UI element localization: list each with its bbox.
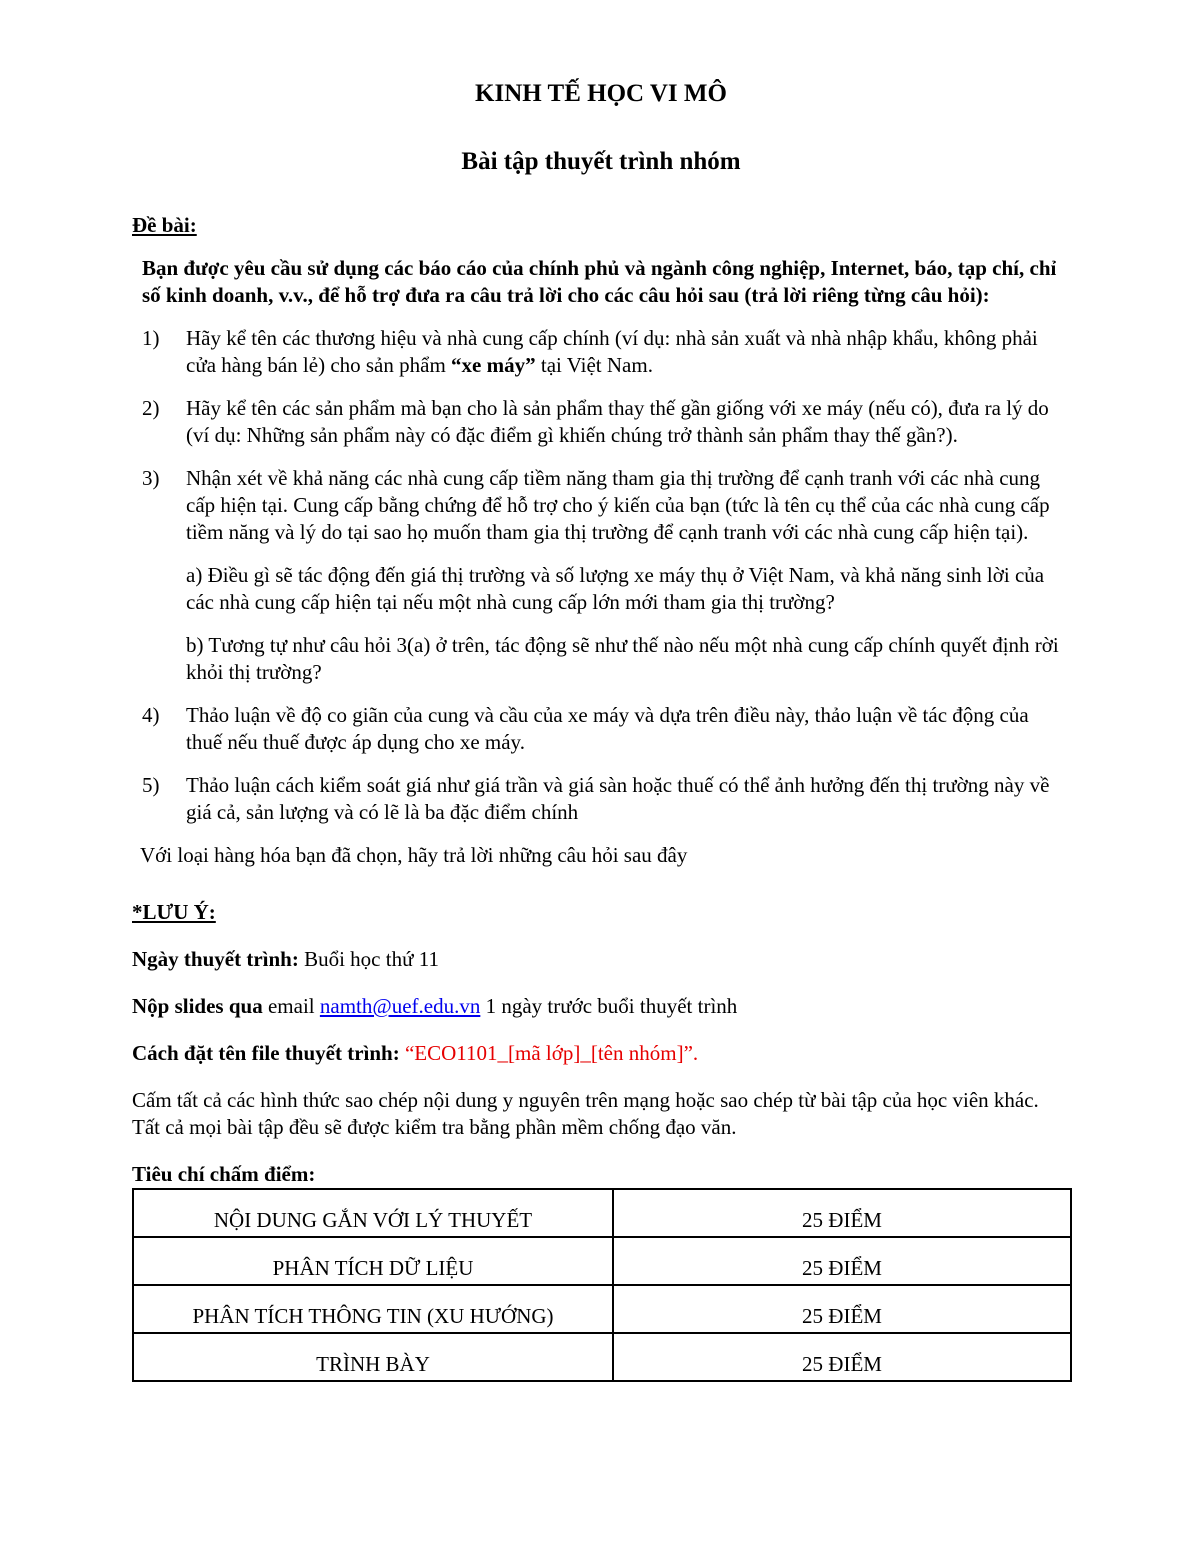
question-text: Thảo luận về độ co giãn của cung và cầu của xe máy và dựa trên điều này, thảo luận về tác động của thuế nếu thuế được áp dụng cho xe máy. — [186, 703, 1029, 754]
email-link[interactable]: namth@uef.edu.vn — [319, 994, 481, 1018]
question-number: 4) — [142, 703, 160, 727]
document-title: KINH TẾ HỌC VI MÔ — [475, 80, 727, 107]
table-row — [133, 1189, 1071, 1237]
closing-line: Với loại hàng hóa bạn đã chọn, hãy trả lời những câu hỏi sau đây — [140, 843, 688, 867]
criteria-table — [132, 1188, 1072, 1382]
document-subtitle: Bài tập thuyết trình nhóm — [461, 148, 741, 175]
plagiarism-warning: Cấm tất cả các hình thức sao chép nội dung y nguyên trên mạng hoặc sao chép từ bài tập của học viên khác. Tất cả mọi bài tập đều sẽ được kiểm tra bằng phần mềm chống đạo văn. — [132, 1088, 1039, 1139]
question-list — [132, 325, 1070, 546]
question-text: Hãy kể tên các thương hiệu và nhà cung cấp chính (ví dụ: nhà sản xuất và nhà nhập khẩu, không phải cửa hàng bán lẻ) cho sản phẩm — [186, 326, 1038, 377]
criteria-score: 25 ĐIỂM — [613, 1285, 1071, 1333]
question-number: 2) — [142, 396, 160, 420]
table-row — [133, 1285, 1071, 1333]
question-item — [142, 395, 1070, 449]
question-number: 1) — [142, 326, 160, 350]
table-row — [133, 1237, 1071, 1285]
criteria-item: NỘI DUNG GẮN VỚI LÝ THUYẾT — [133, 1189, 613, 1237]
question-number: 5) — [142, 773, 160, 797]
question-list-continued — [132, 702, 1070, 826]
question-item — [142, 772, 1070, 826]
file-naming-label: Cách đặt tên file thuyết trình: — [132, 1041, 400, 1065]
question-number: 3) — [142, 466, 160, 490]
sub-question-b: b) Tương tự như câu hỏi 3(a) ở trên, tác động sẽ như thế nào nếu một nhà cung cấp chính quyết định rời khỏi thị trường? — [186, 633, 1059, 684]
submission-pre: email — [262, 994, 320, 1018]
intro-paragraph: Bạn được yêu cầu sử dụng các báo cáo của chính phủ và ngành công nghiệp, Internet, báo, tạp chí, chỉ số kinh doanh, v.v., để hỗ trợ đưa ra câu trả lời cho các câu hỏi sau (trả lời riêng từng câu hỏi): — [142, 256, 1057, 307]
question-text-end: tại Việt Nam. — [535, 353, 653, 377]
table-row — [133, 1333, 1071, 1381]
criteria-label: Tiêu chí chấm điểm: — [132, 1162, 316, 1186]
submission-post: 1 ngày trước buổi thuyết trình — [480, 994, 738, 1018]
question-text: Nhận xét về khả năng các nhà cung cấp tiềm năng tham gia thị trường để cạnh tranh với các nhà cung cấp hiện tại. Cung cấp bằng chứng để hỗ trợ cho ý kiến của bạn (tức là tên cụ thể của các nhà cung cấp tiềm năng và lý do tại sao họ muốn tham gia thị trường để cạnh tranh với các nhà cung cấp hiện tại). — [186, 466, 1050, 544]
prompt-heading: Đề bài: — [132, 213, 197, 237]
file-naming-line — [132, 1040, 1070, 1067]
sub-question-a: a) Điều gì sẽ tác động đến giá thị trường và số lượng xe máy thụ ở Việt Nam, và khả năng sinh lời của các nhà cung cấp hiện tại nếu một nhà cung cấp lớn mới tham gia thị trường? — [186, 563, 1045, 614]
question-item — [142, 325, 1070, 379]
presentation-date-value: Buổi học thứ 11 — [298, 947, 439, 971]
criteria-score: 25 ĐIỂM — [613, 1189, 1071, 1237]
file-naming-value: “ECO1101_[mã lớp]_[tên nhóm]”. — [399, 1041, 699, 1065]
criteria-item: PHÂN TÍCH THÔNG TIN (XU HƯỚNG) — [133, 1285, 613, 1333]
question-item — [142, 702, 1070, 756]
presentation-date — [132, 946, 1070, 973]
criteria-item: PHÂN TÍCH DỮ LIỆU — [133, 1237, 613, 1285]
question-product: “xe máy” — [451, 353, 536, 377]
question-text: Hãy kể tên các sản phẩm mà bạn cho là sản phẩm thay thế gần giống với xe máy (nếu có), đưa ra lý do (ví dụ: Những sản phẩm này có đặc điểm gì khiến chúng trở thành sản phẩm thay thế gần?). — [186, 396, 1049, 447]
question-item — [142, 465, 1070, 546]
question-text: Thảo luận cách kiểm soát giá như giá trần và giá sàn hoặc thuế có thể ảnh hưởng đến thị trường này về giá cả, sản lượng và có lẽ là ba đặc điểm chính — [186, 773, 1050, 824]
presentation-date-label: Ngày thuyết trình: — [132, 947, 299, 971]
criteria-score: 25 ĐIỂM — [613, 1237, 1071, 1285]
submission-label: Nộp slides qua — [132, 994, 263, 1018]
criteria-score: 25 ĐIỂM — [613, 1333, 1071, 1381]
note-heading: *LƯU Ý: — [132, 900, 216, 924]
criteria-item: TRÌNH BÀY — [133, 1333, 613, 1381]
submission-line — [132, 993, 1070, 1020]
